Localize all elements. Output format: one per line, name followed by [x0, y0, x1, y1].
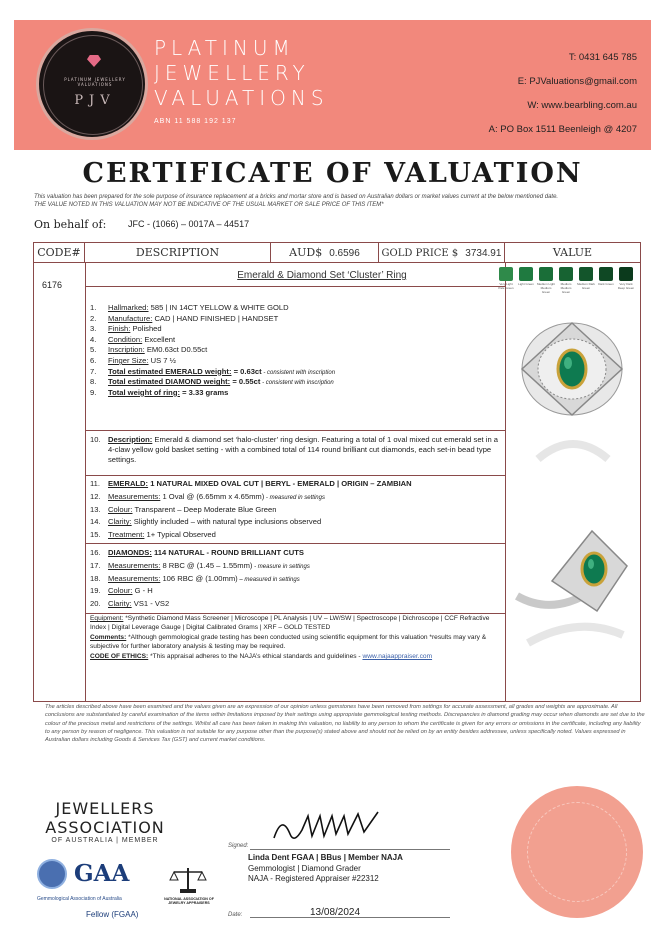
colour-swatch-label: Medium Light Medium Green — [537, 282, 556, 294]
comments-text — [90, 634, 502, 651]
item-label: EMERALD: — [108, 479, 149, 488]
equipment-label: Equipment: — [90, 615, 124, 622]
item-value: US 7 ½ — [148, 356, 176, 365]
item-text — [108, 324, 502, 334]
item-label: Total estimated EMERALD weight: — [108, 366, 232, 376]
item-number: 8. — [90, 377, 97, 387]
colour-swatch — [559, 267, 573, 281]
value-header: VALUE — [505, 243, 640, 263]
contact-details — [489, 46, 637, 142]
description-header: DESCRIPTION — [85, 243, 271, 263]
item-label: Finger Size: — [108, 356, 149, 365]
item-text — [108, 561, 502, 572]
item-value: = 0.55ct — [230, 377, 261, 387]
signature-image — [268, 804, 388, 848]
item-number: 2. — [90, 313, 97, 323]
ethics-value: *This appraisal adheres to the NAJA’s ethical standards and guidelines - — [148, 653, 363, 660]
behalf-value: JFC - (1066) – 0017A – 44517 — [128, 219, 250, 229]
gaa-subtitle: Gemmological Association of Australia — [37, 896, 122, 902]
gaa-fellow: Fellow (FGAA) — [86, 910, 139, 919]
item-note: – measured in settings — [237, 576, 300, 583]
signer-block — [248, 853, 403, 885]
gold-label: GOLD PRICE $ — [381, 248, 459, 259]
item-number: 4. — [90, 334, 97, 344]
gold-value: 3734.91 — [465, 248, 502, 259]
item-label: Condition: — [108, 334, 143, 344]
date-label: Date: — [228, 912, 243, 918]
item-number: 15. — [90, 530, 101, 540]
company-seal-stamp — [511, 786, 643, 918]
ring-reflection-1 — [518, 429, 628, 469]
item-label: Finish: — [108, 324, 131, 334]
disclaimer-line-2: THE VALUE NOTED IN THIS VALUATION MAY NOT BE INDICATIVE OF THE USUAL MARKET OR SALE PRICE OF THIS ITEM* — [34, 202, 384, 208]
item-note: - measure in settings — [252, 563, 310, 570]
col-divider-1 — [85, 263, 86, 701]
col-divider-2 — [505, 263, 506, 701]
item-text — [108, 599, 502, 609]
item-number: 13. — [90, 504, 101, 514]
item-number: 11. — [90, 479, 100, 488]
divider-equipment — [86, 613, 506, 614]
item-value: Transparent – Deep Moderate Blue Green — [132, 504, 277, 514]
website[interactable]: W: www.bearbling.com.au — [527, 100, 637, 111]
item-value: EM0.63ct D0.55ct — [144, 345, 208, 355]
item-value: VS1 - VS2 — [131, 599, 170, 609]
item-label: Clarity: — [108, 599, 132, 609]
item-text — [108, 356, 502, 366]
ring-side-view-image — [512, 511, 637, 621]
brand-line-3: VALUATIONS — [154, 86, 329, 110]
signer-registration: NAJA - Registered Appraiser #22312 — [248, 874, 379, 883]
item-text — [108, 435, 502, 465]
pjv-logo — [36, 28, 148, 140]
item-text — [108, 303, 502, 313]
aud-label: AUD$ — [289, 246, 323, 259]
abn-number: ABN 11 588 192 137 — [154, 118, 237, 125]
jaa-member-logo — [40, 799, 170, 844]
jaa-line-3: OF AUSTRALIA | MEMBER — [51, 837, 159, 844]
item-text — [108, 388, 502, 398]
colour-swatch-label: Very Light Pale Green — [498, 282, 514, 290]
item-number: 5. — [90, 345, 97, 355]
item-text — [108, 574, 502, 585]
item-text — [108, 530, 502, 540]
logo-arc-text: PLATINUM JEWELLERY VALUATIONS — [64, 77, 126, 87]
item-value: 1 NATURAL MIXED OVAL CUT | BERYL - EMERALD | ORIGIN – ZAMBIAN — [148, 479, 412, 488]
gold-price-header — [379, 243, 505, 263]
item-label: Description: — [108, 435, 153, 444]
item-value: 1+ Typical Observed — [144, 530, 216, 540]
item-note: - consistent with inscription — [260, 380, 334, 387]
item-label: Treatment: — [108, 530, 145, 540]
ring-top-view-image — [512, 315, 632, 423]
gaa-diamond-icon — [37, 859, 67, 889]
item-text — [108, 335, 502, 345]
item-value: G - H — [132, 586, 153, 596]
colour-swatch — [499, 267, 513, 281]
item-number: 9. — [90, 387, 97, 397]
colour-swatch — [539, 267, 553, 281]
header-banner — [14, 20, 651, 150]
item-text — [108, 505, 502, 515]
item-value: Polished — [130, 324, 162, 334]
item-text — [108, 479, 502, 489]
colour-swatch-label: Very Dark Deep Green — [617, 282, 635, 290]
item-text — [108, 492, 502, 503]
disclaimer-line-1: This valuation has been prepared for the sole purpose of insurance replacement at a bricks and mortar store and is based on Australian dollars or market values current at the below mentioned date. — [34, 194, 559, 200]
comments-value: *Although gemmological grade testing has been conducted using scientific equipment for this valuation *results may vary & subjective for further laboratory analysis & testing may be required. — [90, 634, 487, 650]
item-note: - measured in settings — [264, 494, 325, 501]
logo-letters: PJV — [74, 93, 116, 108]
item-value: 8 RBC @ (1.45 – 1.55mm) — [160, 560, 253, 570]
item-value: 114 NATURAL - ROUND BRILLIANT CUTS — [151, 548, 304, 557]
signer-role: Gemmologist | Diamond Grader — [248, 863, 361, 873]
signature-line — [250, 849, 450, 850]
aud-header — [271, 243, 379, 263]
title-divider — [86, 286, 506, 287]
item-value: 585 | IN 14CT YELLOW & WHITE GOLD — [148, 303, 289, 312]
item-label: Measurements: — [108, 491, 161, 501]
colour-swatch — [519, 267, 533, 281]
item-number: 20. — [90, 599, 101, 609]
item-text — [108, 314, 502, 324]
item-text — [108, 586, 502, 596]
behalf-label: On behalf of: — [34, 218, 107, 231]
divider-emerald — [86, 475, 506, 476]
item-value: Emerald & diamond set ‘halo-cluster’ ring design. Featuring a total of 1 oval mixed cut emerald set in a 4-claw yellow gold basket setting - with a combined total of 114 round brilliant cut diamonds, each set-in bead type settings. — [108, 435, 499, 464]
ethics-text — [90, 653, 502, 662]
item-value: 1 Oval @ (6.65mm x 4.65mm) — [160, 491, 265, 501]
item-label: Hallmarked: — [108, 303, 149, 312]
colour-swatch-label: Light Green — [518, 282, 534, 286]
date-value: 13/08/2024 — [310, 907, 361, 918]
colour-swatch — [619, 267, 633, 281]
item-text — [108, 517, 502, 527]
item-label: Colour: — [108, 504, 133, 514]
item-label: DIAMONDS: — [108, 548, 152, 557]
item-label: Clarity: — [108, 517, 132, 527]
equipment-value: *Synthetic Diamond Mass Screener | Microscope | PL Analysis | UV – LW/SW | Spectroscope | Dichroscope | CCF Refractive Index | Digital Leverage Gauge | Digital Calibrated Grams | XRF – GOLD TESTED — [90, 615, 490, 631]
phone: T: 0431 645 785 — [568, 52, 637, 63]
disclaimer — [34, 193, 644, 209]
item-number: 14. — [90, 517, 101, 527]
item-label: Measurements: — [108, 560, 161, 570]
equipment-text — [90, 615, 502, 632]
gaa-logo-text: GAA — [74, 860, 130, 887]
colour-swatch-label: Dark Green — [598, 282, 614, 286]
colour-swatch-label: Medium Medium Green — [560, 282, 572, 294]
item-label: Total weight of ring: — [108, 387, 180, 397]
item-label: Manufacture: — [108, 313, 153, 323]
colour-swatch — [579, 267, 593, 281]
colour-swatch-label: Medium Dark Green — [577, 282, 595, 290]
address: A: PO Box 1511 Beenleigh @ 4207 — [488, 124, 637, 135]
aud-value: 0.6596 — [329, 248, 360, 259]
ethics-label: CODE OF ETHICS: — [90, 653, 149, 660]
item-number: 17. — [90, 560, 101, 570]
item-title: Emerald & Diamond Set ‘Cluster’ Ring — [237, 270, 407, 281]
comments-label: Comments: — [90, 634, 127, 641]
certificate-title: CERTIFICATE OF VALUATION — [82, 158, 583, 189]
item-label: Inscription: — [108, 345, 145, 355]
item-number: 12. — [90, 491, 101, 501]
item-value: = 3.33 grams — [180, 387, 229, 397]
item-number: 10. — [90, 435, 101, 444]
item-value: 106 RBC @ (1.00mm) — [160, 573, 238, 583]
colour-swatch — [599, 267, 613, 281]
ring-reflection-2 — [518, 615, 633, 651]
item-note: - consistent with inscription — [261, 369, 336, 376]
brand-line-2: JEWELLERY — [154, 61, 310, 85]
item-number: 7. — [90, 366, 97, 376]
item-label: Colour: — [108, 586, 133, 596]
divider-items-10 — [86, 430, 506, 431]
item-text — [108, 377, 502, 388]
terms-notes: The articles described above have been examined and the values given are an expression of our opinion unless gemstones have been removed from settings for accurate assessment, all grades and weights are approximate. All conclusions are substantiated by careful examination of the items within limitations imposed by their settings using appropriate gemmological testing methods. Discrepancies in diamond grading may occur when diamonds are set due to the colour of the precious metal and restrictions of the settings. Whilst all care has been taken in making this valuation, no liability to any person to whom the certificate is given for any errors or omissions in the certificate, including any liability to any person by reason of negligence. This valuation is not suitable for any purpose other than the purpose(s) stated above and should not be relied on by an entity besides addressee, unless specifically noted. Values expressed in Australian dollars including Goods & Services Tax (GST) and current market conditions. — [45, 704, 645, 744]
item-number: 18. — [90, 573, 101, 583]
item-text — [108, 367, 502, 378]
naja-caption: NATIONAL ASSOCIATION OF JEWELRY APPRAISERS — [164, 897, 214, 905]
brand-line-1: PLATINUM — [154, 36, 295, 60]
item-text — [108, 345, 502, 355]
naja-scales-icon — [168, 866, 208, 894]
seal-inner-ring — [527, 802, 627, 902]
item-value: CAD | HAND FINISHED | HANDSET — [152, 313, 279, 323]
brand-name — [154, 36, 329, 111]
item-number: 3. — [90, 324, 97, 334]
jaa-line-1: JEWELLERS — [55, 799, 155, 818]
jaa-line-2: ASSOCIATION — [45, 818, 165, 837]
email[interactable]: E: PJValuations@gmail.com — [517, 76, 637, 87]
item-value: Slightly included – with natural type inclusions observed — [131, 517, 322, 527]
item-text — [108, 548, 502, 558]
item-number: 6. — [90, 356, 97, 365]
item-number: 16. — [90, 548, 101, 557]
signed-label: Signed: — [228, 843, 249, 849]
item-code: 6176 — [42, 280, 63, 290]
item-value: = 0.63ct — [231, 366, 262, 376]
item-number: 1. — [90, 303, 97, 312]
naja-link[interactable]: www.najaappraiser.com — [362, 653, 433, 660]
code-header: CODE# — [34, 243, 85, 263]
signer-name: Linda Dent FGAA | BBus | Member NAJA — [248, 853, 403, 862]
item-value: Excellent — [142, 334, 176, 344]
item-label: Measurements: — [108, 573, 161, 583]
valuation-table — [33, 242, 641, 702]
item-label: Total estimated DIAMOND weight: — [108, 377, 231, 387]
item-number: 19. — [90, 586, 101, 596]
divider-diamonds — [86, 543, 506, 544]
